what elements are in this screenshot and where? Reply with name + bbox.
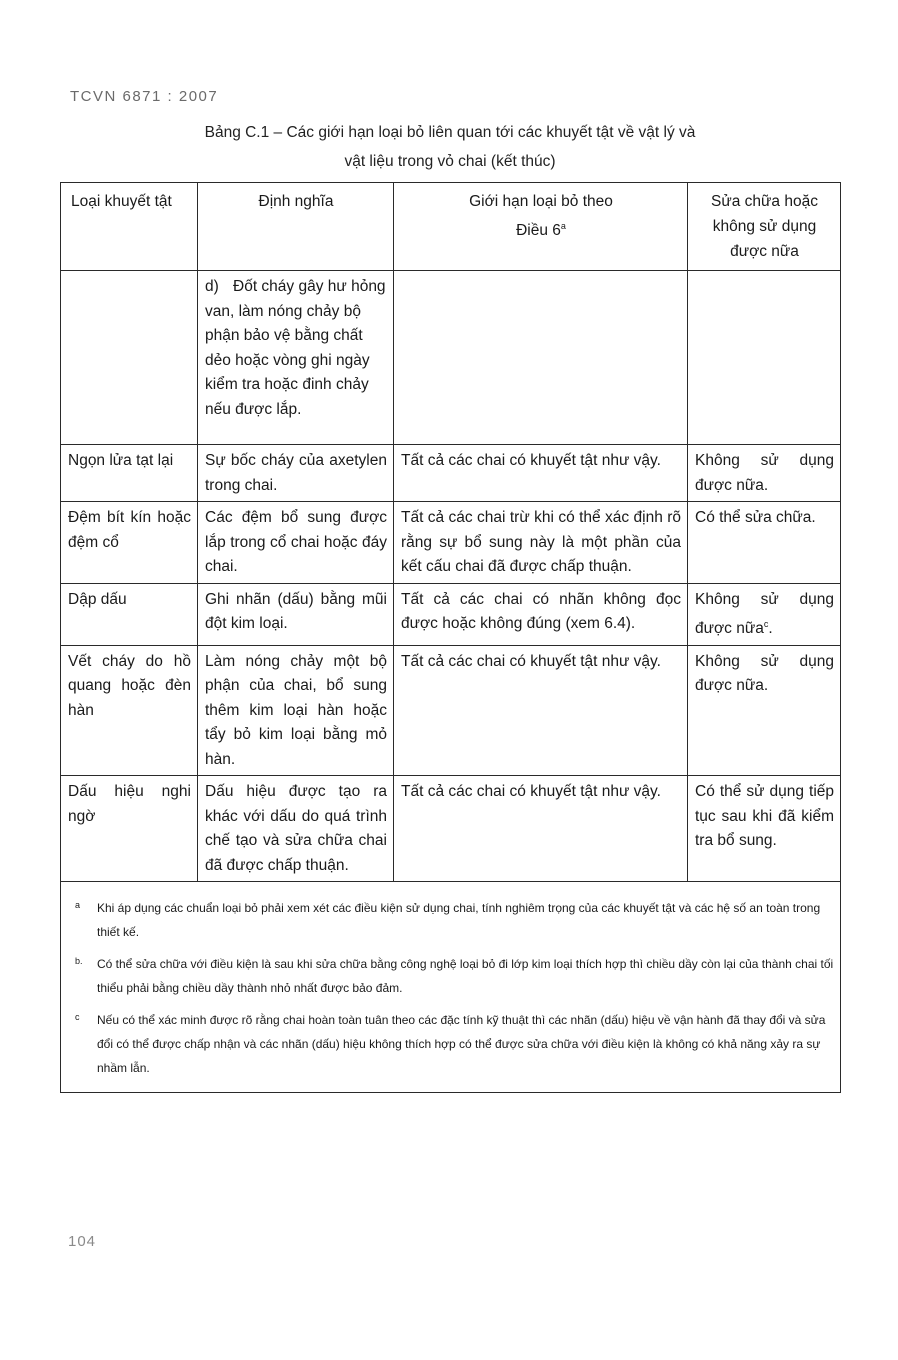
defect-limits-table bbox=[60, 182, 841, 1093]
table-row bbox=[61, 502, 841, 584]
footnote-mark: a bbox=[75, 900, 81, 911]
footnote-text: Khi áp dụng các chuẩn loại bỏ phải xem xét các điều kiện sử dụng chai, tính nghiêm trọng của các khuyết tật và các hệ số an toàn trong thiết kế. bbox=[97, 901, 821, 940]
cell-definition bbox=[198, 271, 394, 445]
cell-defect-type: Dấu hiệu nghi ngờ bbox=[61, 776, 198, 882]
cell-defect-type: Dập dấu bbox=[61, 583, 198, 645]
cell-definition: Làm nóng chảy một bộ phận của chai, bổ sung thêm kim loại hàn hoặc tẩy bỏ kim loại bằng mỏ hàn. bbox=[198, 645, 394, 776]
header-rejection-limit bbox=[394, 183, 688, 271]
list-marker: d) bbox=[205, 278, 219, 295]
footnote-text: Có thể sửa chữa với điều kiện là sau khi sửa chữa bằng công nghệ loại bỏ đi lớp kim loại thích hợp thì chiều dầy còn lại của thành chai tối thiểu phải bằng chiều dầy thành nhỏ nhất được bảo đảm. bbox=[97, 957, 834, 996]
footnote-text: Nếu có thể xác minh được rõ rằng chai hoàn toàn tuân theo các đặc tính kỹ thuật thì các nhãn (dấu) hiệu về vận hành đã thay đổi và sửa đổi có thể được chấp nhận và các nhãn (dấu) hiệu không thích hợp có thể được sửa chữa với điều kiện là không có khả năng xảy ra sự nhầm lẫn. bbox=[97, 1013, 826, 1076]
cell-repair bbox=[688, 583, 841, 645]
cell-defect-type bbox=[61, 271, 198, 445]
cell-definition: Các đệm bổ sung được lắp trong cổ chai hoặc đáy chai. bbox=[198, 502, 394, 584]
table-caption-line-1: Bảng C.1 – Các giới hạn loại bỏ liên quan tới các khuyết tật về vật lý và bbox=[204, 124, 696, 141]
header-rejection-limit-line1: Giới hạn loại bỏ theo bbox=[469, 193, 613, 210]
cell-repair: Có thể sửa chữa. bbox=[688, 502, 841, 584]
header-repair-line3: được nữa bbox=[730, 243, 799, 260]
header-defect-type: Loại khuyết tật bbox=[61, 183, 198, 271]
footnote-c bbox=[69, 1008, 834, 1080]
header-repair bbox=[688, 183, 841, 271]
cell-defect-type: Đệm bít kín hoặc đệm cổ bbox=[61, 502, 198, 584]
table-row bbox=[61, 645, 841, 776]
header-rejection-limit-line2: Điều 6 bbox=[516, 222, 561, 240]
definition-text: Đốt cháy gây hư hỏng van, làm nóng chảy bộ phận bảo vệ bằng chất dẻo hoặc vòng ghi ngày kiểm tra hoặc đinh chảy nếu được lắp. bbox=[205, 278, 386, 418]
repair-text-suffix: . bbox=[768, 620, 773, 638]
table-row bbox=[61, 445, 841, 502]
cell-rejection-limit: Tất cả các chai có nhãn không đọc được hoặc không đúng (xem 6.4). bbox=[394, 583, 688, 645]
cell-repair: Có thể sử dụng tiếp tục sau khi đã kiểm tra bổ sung. bbox=[688, 776, 841, 882]
footnote-b bbox=[69, 952, 834, 1000]
cell-rejection-limit: Tất cả các chai có khuyết tật như vậy. bbox=[394, 645, 688, 776]
footnote-mark: c bbox=[75, 1012, 80, 1023]
cell-repair bbox=[688, 271, 841, 445]
repair-text: Không sử dụng được nữa bbox=[695, 590, 834, 638]
cell-rejection-limit: Tất cả các chai trừ khi có thể xác định rõ rằng sự bổ sung này là một phần của kết cấu chai đã được chấp thuận. bbox=[394, 502, 688, 584]
table-header-row bbox=[61, 183, 841, 271]
cell-rejection-limit bbox=[394, 271, 688, 445]
cell-defect-type: Vết cháy do hồ quang hoặc đèn hàn bbox=[61, 645, 198, 776]
cell-repair: Không sử dụng được nữa. bbox=[688, 445, 841, 502]
footnote-ref-c: c bbox=[763, 619, 769, 629]
cell-definition: Ghi nhãn (dấu) bằng mũi đột kim loại. bbox=[198, 583, 394, 645]
cell-repair: Không sử dụng được nữa. bbox=[688, 645, 841, 776]
header-repair-line1: Sửa chữa hoặc bbox=[711, 193, 818, 210]
table-row bbox=[61, 776, 841, 882]
header-repair-line2: không sử dụng bbox=[712, 218, 817, 235]
header-definition: Định nghĩa bbox=[198, 183, 394, 271]
footnote-a bbox=[69, 896, 834, 944]
table-row bbox=[61, 583, 841, 645]
cell-definition: Sự bốc cháy của axetylen trong chai. bbox=[198, 445, 394, 502]
cell-defect-type: Ngọn lửa tạt lại bbox=[61, 445, 198, 502]
table-caption-line-2: vật liệu trong vỏ chai (kết thúc) bbox=[344, 153, 556, 170]
footnote-mark: b. bbox=[75, 956, 83, 967]
table-row bbox=[61, 271, 841, 445]
footnotes-row bbox=[61, 882, 841, 1093]
cell-rejection-limit: Tất cả các chai có khuyết tật như vậy. bbox=[394, 776, 688, 882]
cell-definition: Dấu hiệu được tạo ra khác với dấu do quá trình chế tạo và sửa chữa chai đã được chấp thuận. bbox=[198, 776, 394, 882]
standard-header: TCVN 6871 : 2007 bbox=[70, 88, 219, 105]
footnote-ref-a: a bbox=[560, 221, 566, 231]
footnotes-cell bbox=[61, 882, 841, 1093]
page-number: 104 bbox=[68, 1233, 97, 1250]
cell-rejection-limit: Tất cả các chai có khuyết tật như vậy. bbox=[394, 445, 688, 502]
